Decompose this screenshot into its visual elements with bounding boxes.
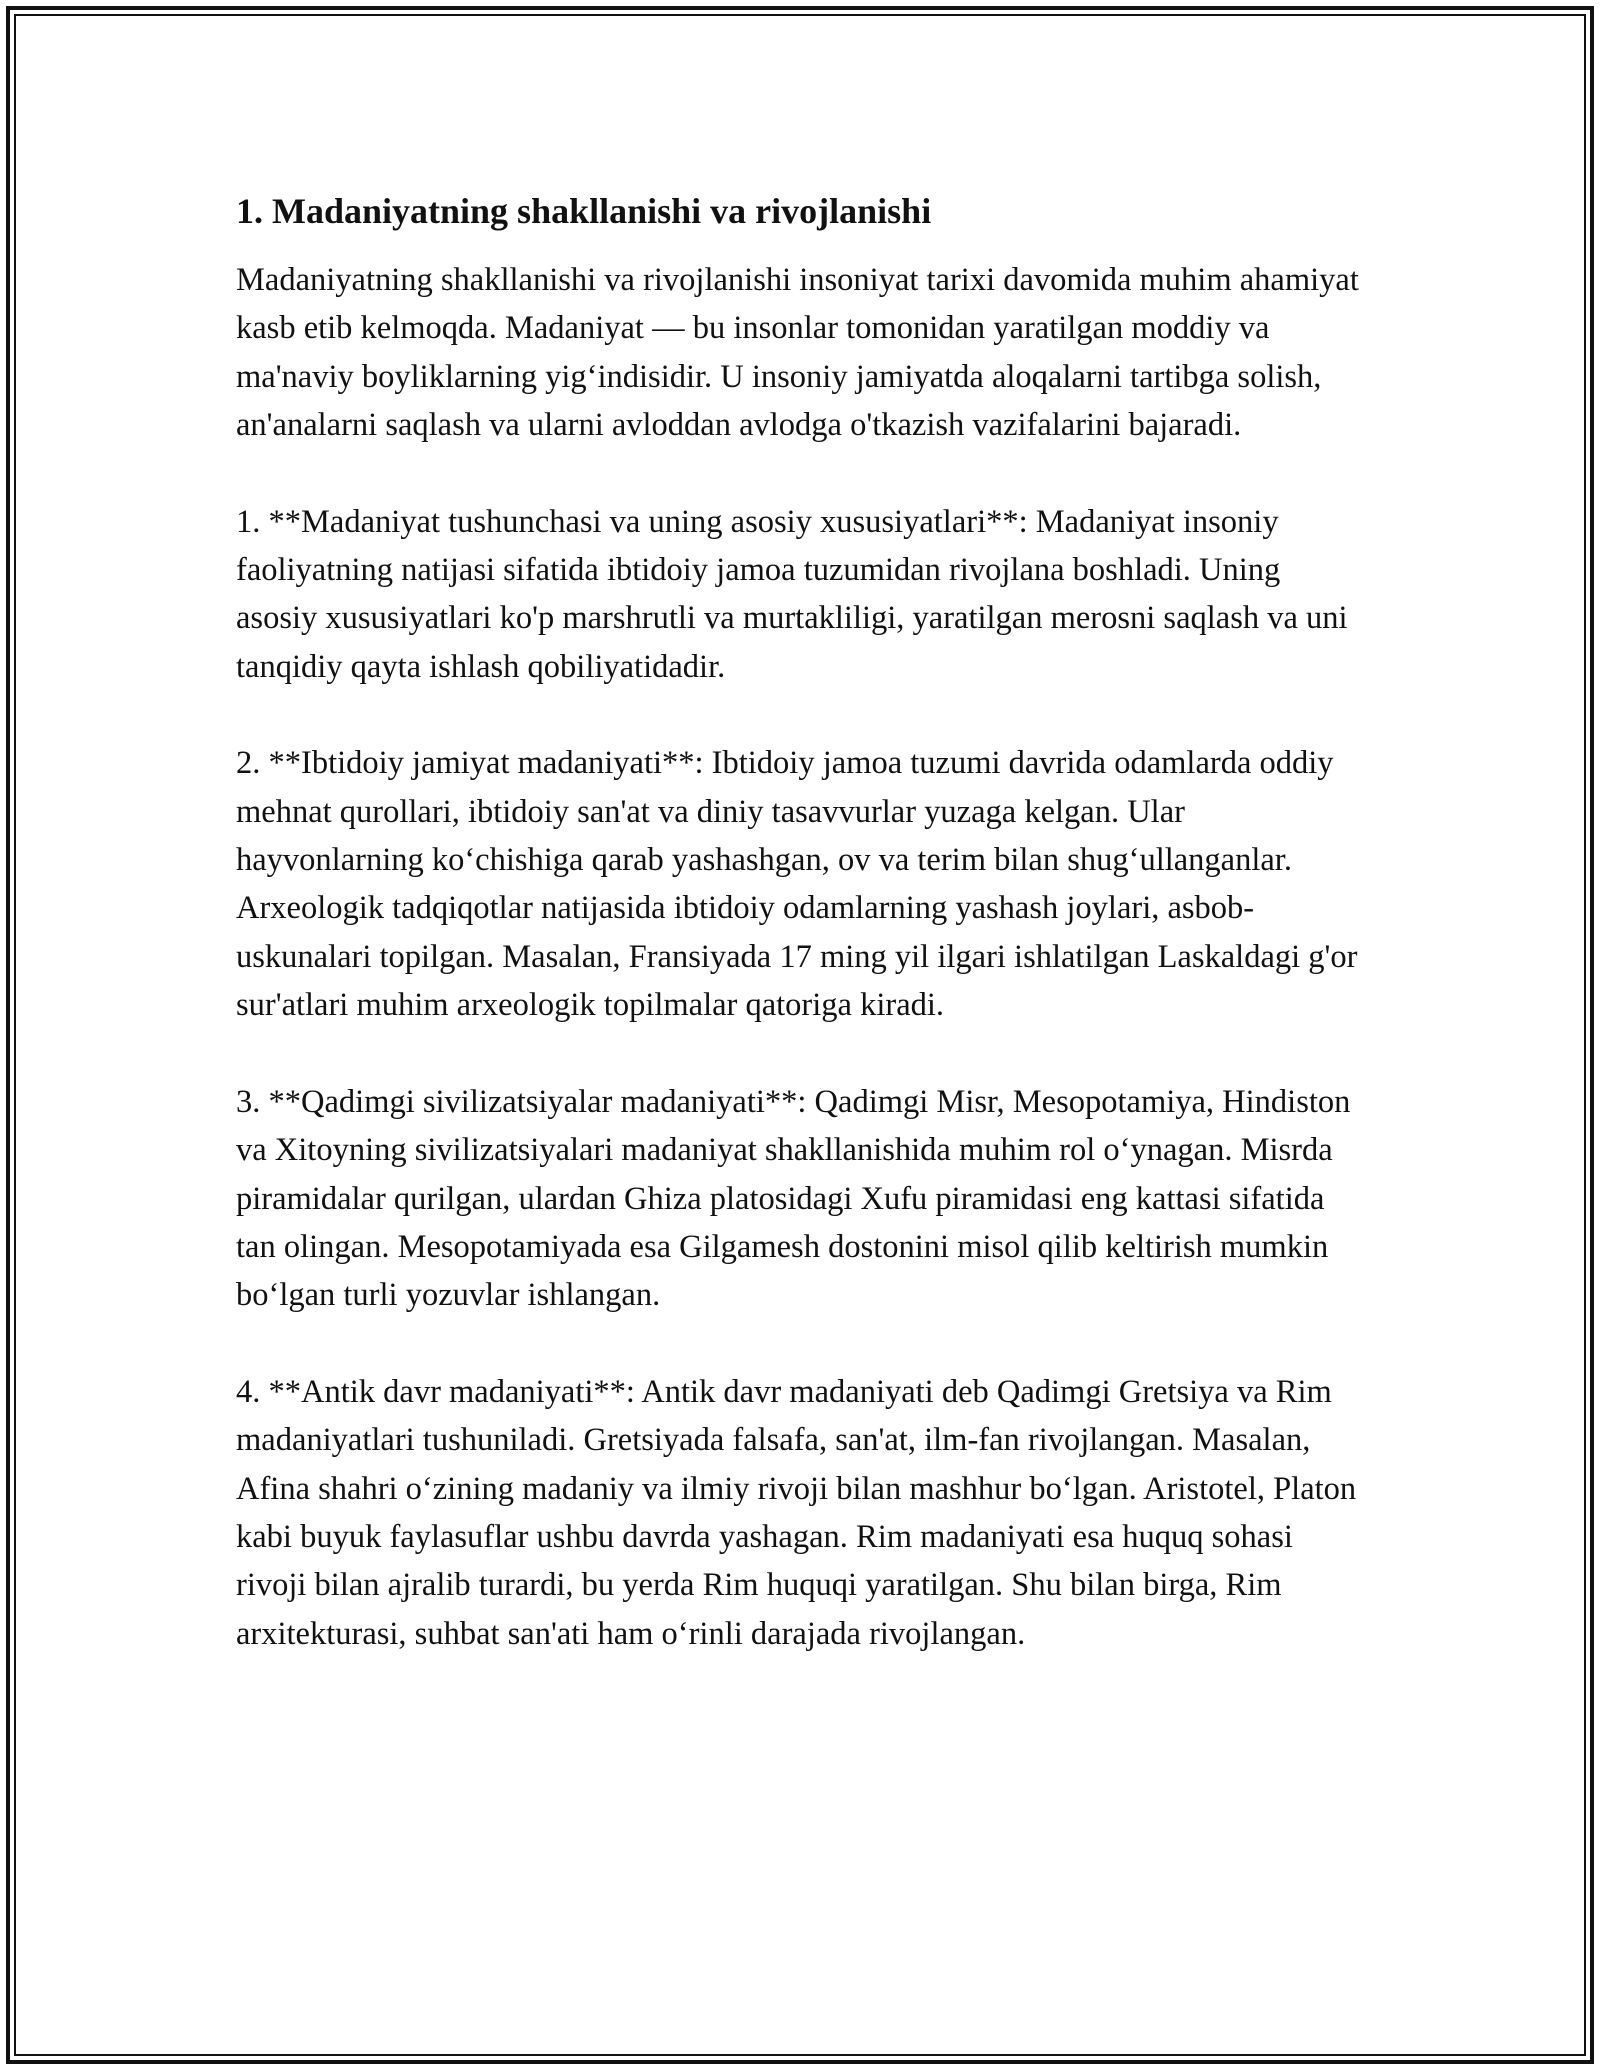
section-3-paragraph: 3. **Qadimgi sivilizatsiyalar madaniyati**: Qadimgi Misr, Mesopotamiya, Hindiston va Xitoyning sivilizatsiyalari madaniyat shakllanishida muhim rol o‘ynagan. Misrda piramidalar qurilgan, ulardan Ghiza platosidagi Xufu piramidasi eng kattasi sifatida tan olingan. Mesopotamiyada esa Gilgamesh dostonini misol qilib keltirish mumkin bo‘lgan turli yozuvlar ishlangan.: [236, 1083, 1351, 1314]
section-2-paragraph: 2. **Ibtidoiy jamiyat madaniyati**: Ibtidoiy jamoa tuzumi davrida odamlarda oddiy mehnat qurollari, ibtidoiy san'at va diniy tasavvurlar yuzaga kelgan. Ular hayvonlarning ko‘chishiga qarab yashashgan, ov va terim bilan shug‘ullanganlar. Arxeologik tadqiqotlar natijasida ibtidoiy odamlarning yashash joylari, asbob-uskunalari topilgan. Masalan, Fransiyada 17 ming yil ilgari ishlatilgan Laskaldagi g'or sur'atlari muhim arxeologik topilmalar qatoriga kiradi.: [236, 745, 1358, 1024]
section-4-paragraph: 4. **Antik davr madaniyati**: Antik davr madaniyati deb Qadimgi Gretsiya va Rim madaniyatlari tushuniladi. Gretsiyada falsafa, san'at, ilm-fan rivojlangan. Masalan, Afina shahri o‘zining madaniy va ilmiy rivoji bilan mashhur bo‘lgan. Aristotel, Platon kabi buyuk faylasuflar ushbu davrda yashagan. Rim madaniyati esa huquq sohasi rivoji bilan ajralib turardi, bu yerda Rim huquqi yaratilgan. Shu bilan birga, Rim arxitekturasi, suhbat san'ati ham o‘rinli darajada rivojlangan.: [236, 1373, 1357, 1652]
document-title: 1. Madaniyatning shakllanishi va rivojlanishi: [236, 191, 932, 231]
intro-paragraph: Madaniyatning shakllanishi va rivojlanishi insoniyat tarixi davomida muhim ahamiyat kasb etib kelmoqda. Madaniyat — bu insonlar tomonidan yaratilgan moddiy va ma'naviy boyliklarning yig‘indisidir. U insoniy jamiyatda aloqalarni tartibga solish, an'analarni saqlash va ularni avloddan avlodga o'tkazish vazifalarini bajaradi.: [236, 262, 1359, 444]
document-body: [236, 186, 1366, 1706]
section-1-paragraph: 1. **Madaniyat tushunchasi va uning asosiy xususiyatlari**: Madaniyat insoniy faoliyatning natijasi sifatida ibtidoiy jamoa tuzumidan rivojlana boshladi. Uning asosiy xususiyatlari ko'p marshrutli va murtakliligi, yaratilgan merosni saqlash va uni tanqidiy qayta ishlash qobiliyatidadir.: [236, 503, 1348, 685]
